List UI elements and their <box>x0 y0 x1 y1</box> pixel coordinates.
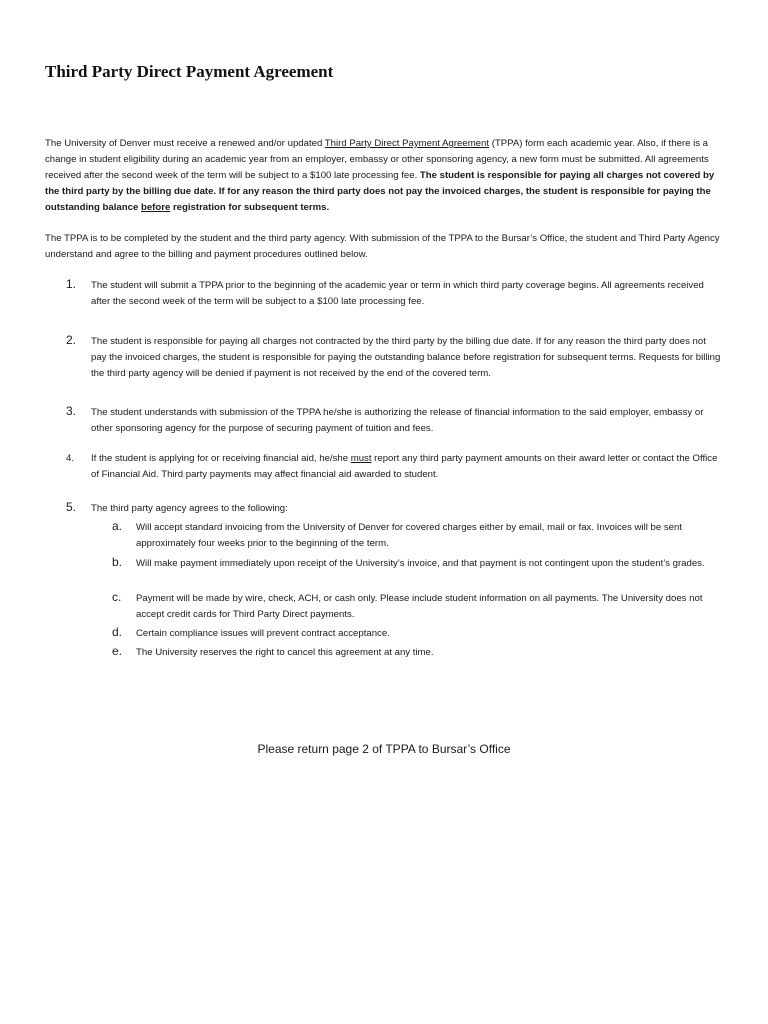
list-item-text: The student is responsible for paying all charges not contracted by the third party by the billing due date. If for any reason the third party does not pay the invoiced charges, the student is responsible for paying the outstanding balance before registration for subsequent terms. Requests for billing the third party agency will be denied if payment is not received by the end of the covered term. <box>91 336 721 379</box>
return-instruction: Please return page 2 of TPPA to Bursar’s Office <box>257 742 511 756</box>
list-item-4-text-2: report any third party payment amounts on their award letter or contact the Office of Financial Aid. Third party payments may affect financial aid awarded to student. <box>91 453 718 480</box>
sub-letter: b. <box>112 555 123 569</box>
intro-bold-2: registration for subsequent terms. <box>170 202 330 213</box>
list-number: 1. <box>66 277 77 291</box>
sub-letter: d. <box>112 625 123 639</box>
sub-item-text: Will accept standard invoicing from the University of Denver for covered charges either by email, mail or fax. Invoices will be sent approximately four weeks prior to the beginning of the term. <box>136 522 683 549</box>
sub-letter: c. <box>112 590 122 604</box>
list-item-4-underlined: must <box>350 453 372 464</box>
sub-item-text: Certain compliance issues will prevent contract acceptance. <box>136 628 390 639</box>
sub-item-text: The University reserves the right to cancel this agreement at any time. <box>136 647 434 658</box>
list-item-text <box>91 451 721 483</box>
intro-bold-underlined: before <box>140 202 171 213</box>
list-item-text: The student understands with submission of the TPPA he/she is authorizing the release of financial information to the said employer, embassy or other sponsoring agency for the purpose of securing payment of tuition and fees. <box>91 407 704 434</box>
list-item-text: The student will submit a TPPA prior to the beginning of the academic year or term in which third party coverage begins. All agreements received after the second week of the term will be subject to a $100 late processing fee. <box>91 280 704 307</box>
intro-bold-1: The student is responsible for paying all charges not covered by the third party by the billing due date. If for any reason the third party does not pay the invoiced charges, the student is responsible for paying the outstanding balance <box>45 170 715 213</box>
tppa-form-link[interactable]: Third Party Direct Payment Agreement <box>324 138 490 149</box>
list-number: 5. <box>66 500 77 514</box>
intro-text-1: The University of Denver must receive a renewed and/or updated <box>45 138 325 149</box>
list-number: 4. <box>66 453 75 464</box>
intro-text-2: (TPPA) form each academic year. Also, if there is a change in student eligibility during an academic year from an employer, embassy or other sponsoring agency, a new form must be submitted. All agreements received after the second week of the term will be subject to a $100 late processing fee. <box>45 138 709 181</box>
list-number: 3. <box>66 404 77 418</box>
list-item-text: The third party agency agrees to the following: <box>91 503 288 514</box>
procedure-paragraph: The TPPA is to be completed by the student and the third party agency. With submission of the TPPA to the Bursar’s Office, the student and Third Party Agency understand and agree to the billing and payment procedures outlined below. <box>45 233 720 260</box>
sub-letter: e. <box>112 644 123 658</box>
sub-letter: a. <box>112 519 123 533</box>
intro-paragraph <box>45 136 725 216</box>
document-title: Third Party Direct Payment Agreement <box>45 62 334 81</box>
list-item-4-text-1: If the student is applying for or receiving financial aid, he/she <box>91 453 351 464</box>
sub-item-text: Payment will be made by wire, check, ACH, or cash only. Please include student information on all payments. The University does not accept credit cards for Third Party Direct payments. <box>136 593 703 620</box>
list-number: 2. <box>66 333 77 347</box>
sub-item-text: Will make payment immediately upon receipt of the University’s invoice, and that payment is not contingent upon the student’s grades. <box>136 558 705 569</box>
